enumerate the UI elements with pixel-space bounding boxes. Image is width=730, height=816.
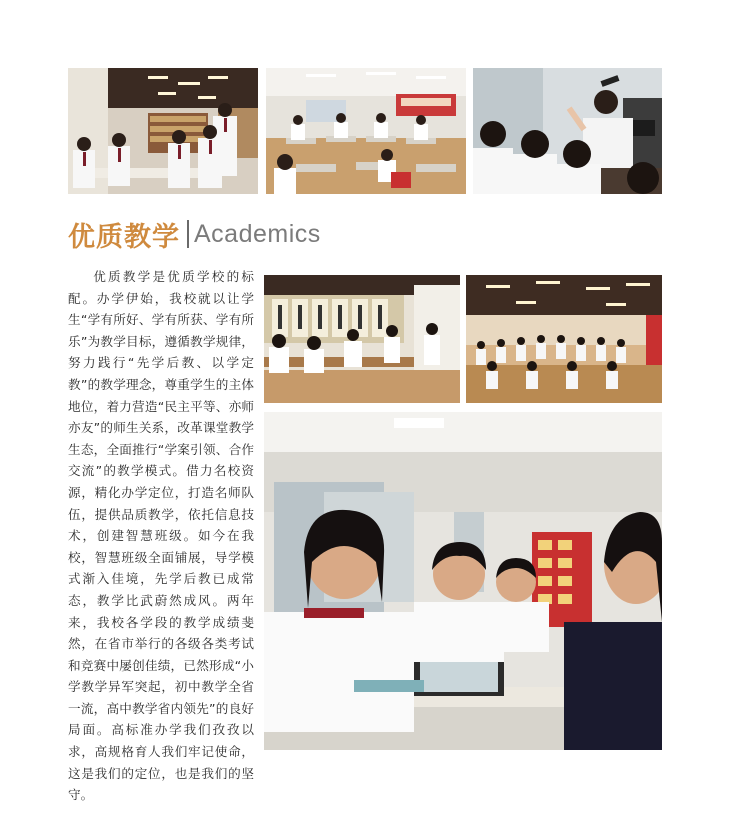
section-title-en: Academics [194, 219, 321, 248]
body-paragraph: 优质教学是优质学校的标配。办学伊始，我校就以让学生“学有所好、学有所获、学有所乐”为教学目标，遵循教学规律，努力践行“先学后教、以学定教”的教学理念，尊重学生的主体地位，着力营造“民主平等、亦师亦友”的师生关系，改革课堂教学生态，全面推行“学案引领、合作交流”的教学模式。借力名校资源，精化办学定位，打造名师队伍，提供品质教学，依托信息技术，创建智慧班级。如今在我校，智慧班级全面铺展，导学模式渐入佳境，先学后教已成常态，教学比武蔚然成风。两年来，我校各学段的教学成绩斐然，在省市举行的各级各类考试和竞赛中屡创佳绩，已然形成“小学教学异军突起，初中教学全省一流，高中教学省内领先”的良好局面。高标准办学我们孜孜以求，高规格育人我们牢记使命，这是我们的定位，也是我们的坚守。 [68, 269, 254, 803]
teacher-lecture-photo [473, 68, 662, 194]
heading-divider [187, 220, 189, 248]
classroom-desks-photo [266, 68, 466, 194]
library-reading-photo [68, 68, 258, 194]
dance-hall-photo [466, 275, 662, 403]
section-title-zh: 优质教学 [68, 221, 180, 253]
section-heading [68, 214, 321, 254]
tablet-classroom-photo [264, 412, 662, 750]
calligraphy-room-photo [264, 275, 460, 403]
